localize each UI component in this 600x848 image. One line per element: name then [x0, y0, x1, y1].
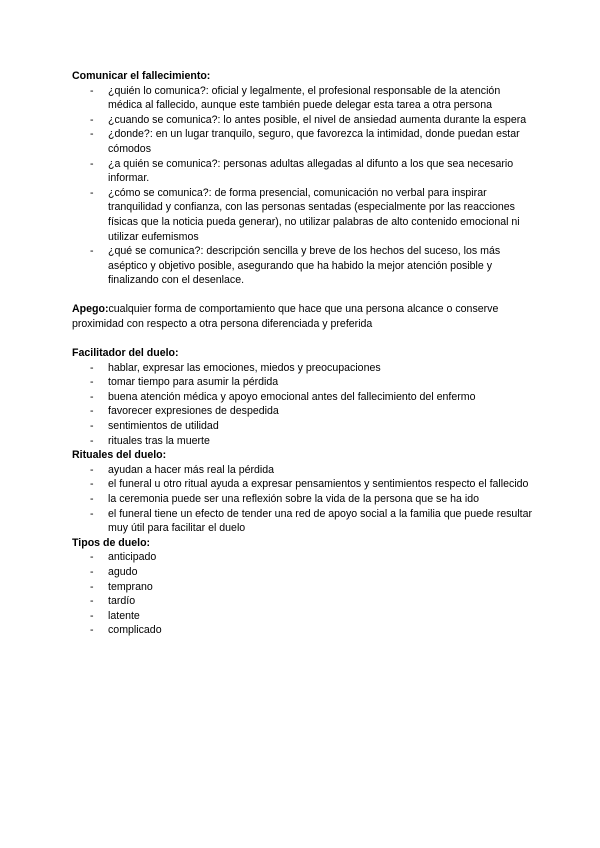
- list-rituales: [72, 463, 534, 536]
- list-item: - ¿quién lo comunica?: oficial y legalmente, el profesional responsable de la atención médica al fallecido, aunque este también puede delegar esta tarea a otra persona: [72, 84, 534, 113]
- list-item: - complicado: [72, 623, 534, 638]
- list-item: - rituales tras la muerte: [72, 434, 534, 449]
- list-item: - latente: [72, 609, 534, 624]
- list-tipos: [72, 550, 534, 638]
- list-item: - sentimientos de utilidad: [72, 419, 534, 434]
- section-heading-rituales: Rituales del duelo:: [72, 449, 167, 462]
- section-heading-tipos: Tipos de duelo:: [72, 536, 151, 549]
- list-item: - tardío: [72, 594, 534, 609]
- list-item: - ¿cómo se comunica?: de forma presencial, comunicación no verbal para inspirar tranquilidad y confianza, con las personas sentadas (especialmente por las reacciones físicas que la noticia pueda generar), no utilizar palabras de alto contenido emocional ni utilizar eufemismos: [72, 186, 534, 244]
- list-item: - temprano: [72, 580, 534, 595]
- list-item: - hablar, expresar las emociones, miedos y preocupaciones: [72, 361, 534, 376]
- list-item: - ayudan a hacer más real la pérdida: [72, 463, 534, 478]
- list-facilitador: [72, 361, 534, 449]
- section-heading-facilitador: Facilitador del duelo:: [72, 347, 179, 360]
- section-apego: [72, 302, 534, 331]
- list-item: - ¿donde?: en un lugar tranquilo, seguro, que favorezca la intimidad, donde puedan estar cómodos: [72, 127, 534, 156]
- section-facilitador: [72, 346, 534, 448]
- section-comunicar: [72, 69, 534, 288]
- list-item: - ¿a quién se comunica?: personas adultas allegadas al difunto a los que sea necesario informar.: [72, 157, 534, 186]
- list-item: - la ceremonia puede ser una reflexión sobre la vida de la persona que se ha ido: [72, 492, 534, 507]
- list-item: - agudo: [72, 565, 534, 580]
- apego-definition: cualquier forma de comportamiento que hace que una persona alcance o conserve proximidad con respecto a otra persona diferenciada y preferida: [72, 302, 499, 330]
- list-item: - favorecer expresiones de despedida: [72, 404, 534, 419]
- list-item: - ¿qué se comunica?: descripción sencilla y breve de los hechos del suceso, los más aséptico y objetivo posible, asegurando que ha habido la mejor atención posible y finalizando con el desenlace.: [72, 244, 534, 288]
- list-item: - el funeral tiene un efecto de tender una red de apoyo social a la familia que puede resultar muy útil para facilitar el duelo: [72, 507, 534, 536]
- list-item: - anticipado: [72, 550, 534, 565]
- document-page: [72, 69, 534, 638]
- list-item: - el funeral u otro ritual ayuda a expresar pensamientos y sentimientos respecto el fallecido: [72, 477, 534, 492]
- spacer: [72, 331, 534, 346]
- list-item: - ¿cuando se comunica?: lo antes posible, el nivel de ansiedad aumenta durante la espera: [72, 113, 534, 128]
- spacer: [72, 288, 534, 302]
- section-rituales: [72, 448, 534, 536]
- section-heading-comunicar: Comunicar el fallecimiento:: [72, 70, 211, 82]
- apego-term: Apego:: [72, 302, 109, 315]
- list-item: - tomar tiempo para asumir la pérdida: [72, 375, 534, 390]
- list-comunicar: [72, 84, 534, 288]
- section-tipos: [72, 536, 534, 638]
- list-item: - buena atención médica y apoyo emocional antes del fallecimiento del enfermo: [72, 390, 534, 405]
